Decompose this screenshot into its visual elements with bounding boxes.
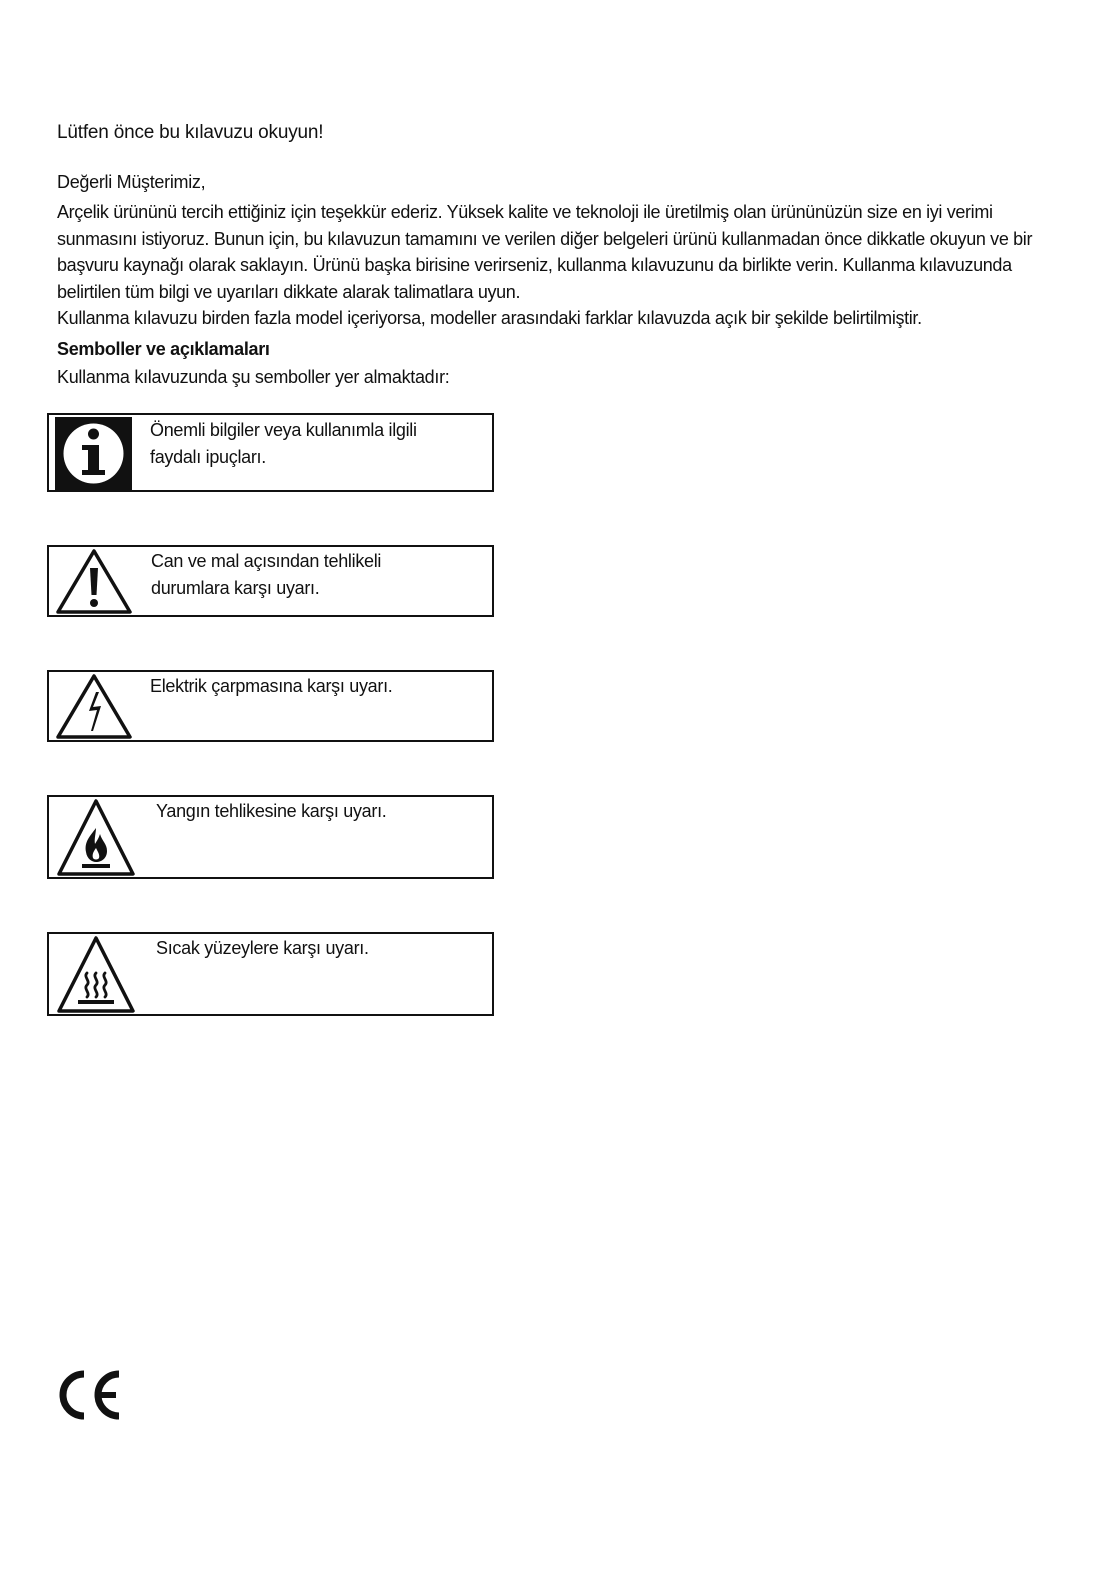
info-icon — [55, 417, 132, 490]
symbol-label-line: Sıcak yüzeylere karşı uyarı. — [156, 938, 369, 958]
symbol-box-info — [47, 413, 494, 492]
electric-shock-warning-icon — [55, 673, 133, 740]
intro-text — [57, 199, 1057, 332]
fire-warning-icon — [56, 798, 136, 877]
symbol-label-line: durumlara karşı uyarı. — [151, 578, 320, 598]
hot-surface-warning-icon — [56, 935, 136, 1014]
symbol-label-line: Önemli bilgiler veya kullanımla ilgili — [150, 420, 417, 440]
page-title: Lütfen önce bu kılavuzu okuyun! — [57, 122, 324, 143]
greeting: Değerli Müşterimiz, — [57, 172, 206, 192]
symbol-label-line: Yangın tehlikesine karşı uyarı. — [156, 801, 387, 821]
exclamation-warning-icon — [55, 548, 133, 615]
symbol-box-hot-surface — [47, 932, 494, 1016]
symbol-box-warning — [47, 545, 494, 617]
symbol-box-electric — [47, 670, 494, 742]
ce-mark-icon — [55, 1370, 123, 1420]
section-title: Semboller ve açıklamaları — [57, 339, 270, 359]
symbol-box-fire — [47, 795, 494, 879]
intro-paragraph-models: Kullanma kılavuzu birden fazla model içeriyorsa, modeller arasındaki farklar kılavuzda açık bir şekilde belirtilmiştir. — [57, 308, 922, 329]
symbol-label-line: faydalı ipuçları. — [150, 447, 266, 467]
symbol-label-line: Elektrik çarpmasına karşı uyarı. — [150, 676, 393, 696]
symbol-label-line: Can ve mal açısından tehlikeli — [151, 551, 382, 571]
intro-paragraph: Arçelik ürününü tercih ettiğiniz için teşekkür ederiz. Yüksek kalite ve teknoloji ile üretilmiş olan ürününüzün size en iyi verimi sunmasını istiyoruz. Bunun için, bu kılavuzun tamamını ve verilen diğer belgeleri ürünü kullanmadan önce dikkatle okuyun ve bir başvuru kaynağı olarak saklayın. Ürünü başka birisine verirseniz, kullanma kılavuzunu da birlikte verin. Kullanma kılavuzunda belirtilen tüm bilgi ve uyarıları dikkate alarak talimatlara uyun. — [57, 202, 1033, 302]
section-description: Kullanma kılavuzunda şu semboller yer almaktadır: — [57, 367, 450, 387]
